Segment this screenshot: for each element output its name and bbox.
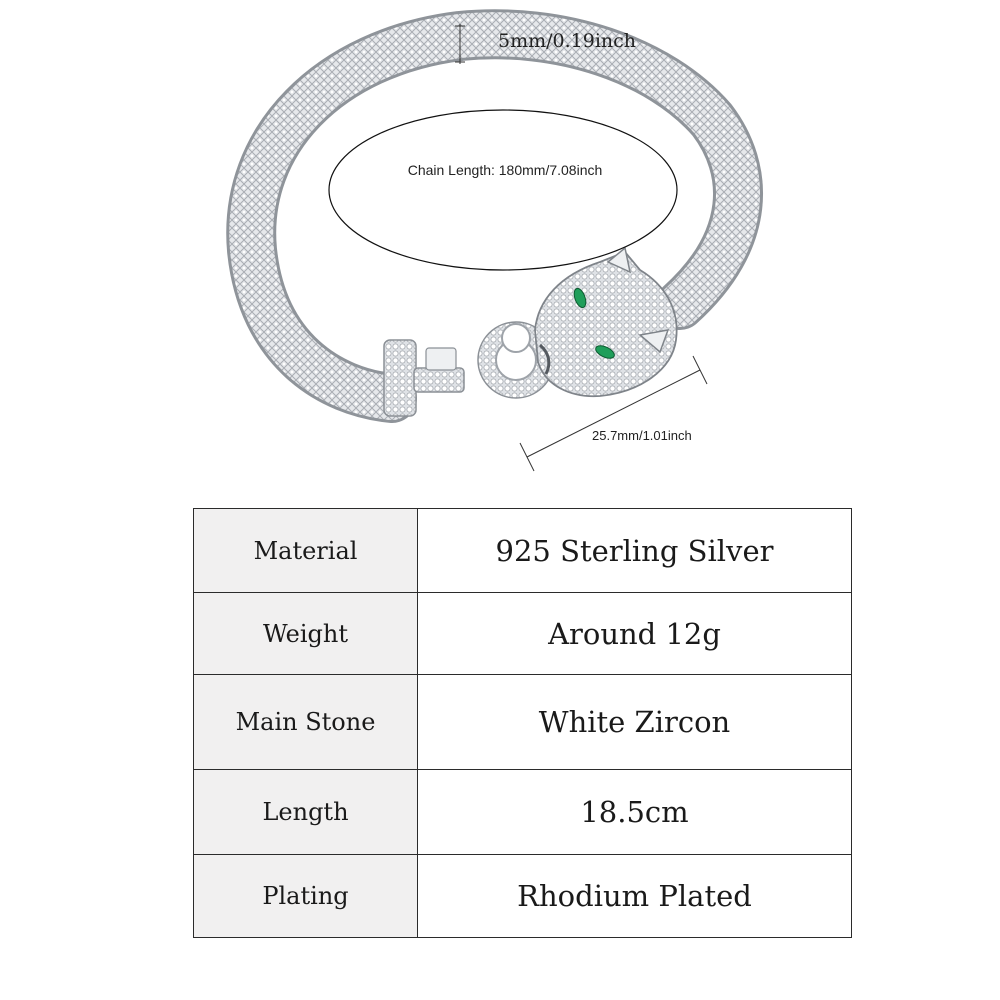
spec-label-plating: Plating bbox=[194, 855, 418, 938]
chain-length-label: Chain Length: 180mm/7.08inch bbox=[407, 162, 603, 178]
spec-value-plating: Rhodium Plated bbox=[418, 855, 852, 938]
spec-label-length: Length bbox=[194, 770, 418, 855]
spec-label-material: Material bbox=[194, 509, 418, 593]
table-row bbox=[194, 593, 852, 675]
spec-table bbox=[193, 508, 852, 938]
table-row bbox=[194, 675, 852, 770]
spec-value-main-stone: White Zircon bbox=[418, 675, 852, 770]
end-cap bbox=[384, 340, 464, 416]
bracelet-image bbox=[0, 0, 1000, 480]
product-illustration bbox=[0, 0, 1000, 480]
spec-label-main-stone: Main Stone bbox=[194, 675, 418, 770]
clasp-length-label: 25.7mm/1.01inch bbox=[592, 428, 692, 443]
chain-length-ellipse bbox=[329, 110, 677, 270]
spec-value-material: 925 Sterling Silver bbox=[418, 509, 852, 593]
spec-value-weight: Around 12g bbox=[418, 593, 852, 675]
panther-head bbox=[535, 248, 677, 396]
table-row bbox=[194, 770, 852, 855]
spec-label-weight: Weight bbox=[194, 593, 418, 675]
table-row bbox=[194, 855, 852, 938]
spec-value-length: 18.5cm bbox=[418, 770, 852, 855]
chain-width-label: 5mm/0.19inch bbox=[498, 30, 637, 52]
table-row bbox=[194, 509, 852, 593]
